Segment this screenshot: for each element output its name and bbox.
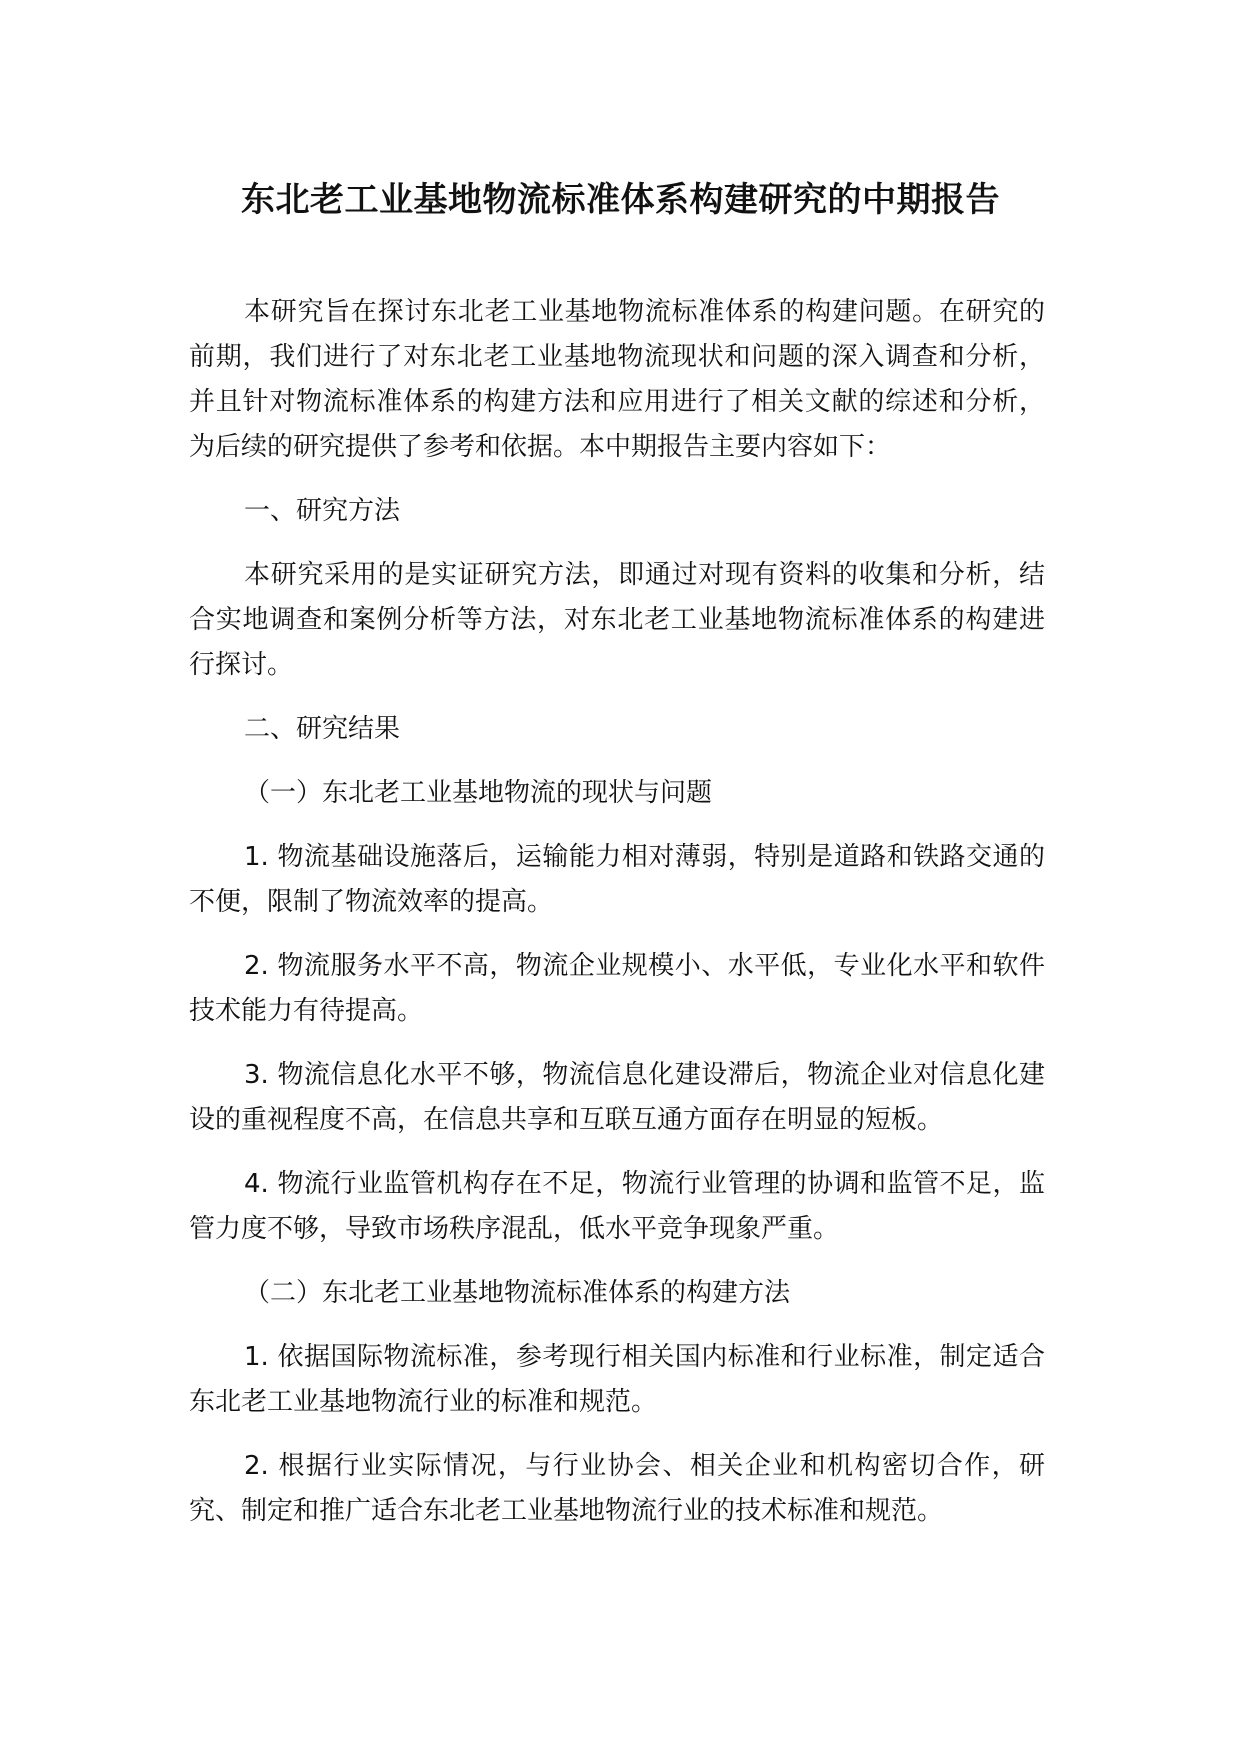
status-item-4: 4. 物流行业监管机构存在不足，物流行业管理的协调和监管不足，监管力度不够，导致市场秩序混乱，低水平竞争现象严重。: [189, 1169, 1045, 1244]
subsection-heading-methods: （二）东北老工业基地物流标准体系的构建方法: [244, 1278, 791, 1308]
intro-paragraph: 本研究旨在探讨东北老工业基地物流标准体系的构建问题。在研究的前期，我们进行了对东北老工业基地物流现状和问题的深入调查和分析，并且针对物流标准体系的构建方法和应用进行了相关文献的综述和分析，为后续的研究提供了参考和依据。本中期报告主要内容如下：: [189, 297, 1045, 462]
document-title: 东北老工业基地物流标准体系构建研究的中期报告: [241, 180, 1000, 220]
method-item-1: 1. 依据国际物流标准，参考现行相关国内标准和行业标准，制定适合东北老工业基地物流行业的标准和规范。: [189, 1342, 1045, 1417]
document-body: [189, 290, 1045, 1553]
status-item-2: 2. 物流服务水平不高，物流企业规模小、水平低，专业化水平和软件技术能力有待提高。: [189, 951, 1045, 1026]
subsection-heading-status: （一）东北老工业基地物流的现状与问题: [244, 778, 713, 808]
status-item-1: 1. 物流基础设施落后，运输能力相对薄弱，特别是道路和铁路交通的不便，限制了物流效率的提高。: [189, 842, 1045, 917]
methods-paragraph: 本研究采用的是实证研究方法，即通过对现有资料的收集和分析，结合实地调查和案例分析等方法，对东北老工业基地物流标准体系的构建进行探讨。: [189, 560, 1045, 680]
section-heading-methods: 一、研究方法: [244, 496, 401, 526]
method-item-2: 2. 根据行业实际情况，与行业协会、相关企业和机构密切合作，研究、制定和推广适合东北老工业基地物流行业的技术标准和规范。: [189, 1451, 1045, 1526]
status-item-3: 3. 物流信息化水平不够，物流信息化建设滞后，物流企业对信息化建设的重视程度不高，在信息共享和互联互通方面存在明显的短板。: [189, 1060, 1045, 1135]
section-heading-results: 二、研究结果: [244, 714, 401, 744]
